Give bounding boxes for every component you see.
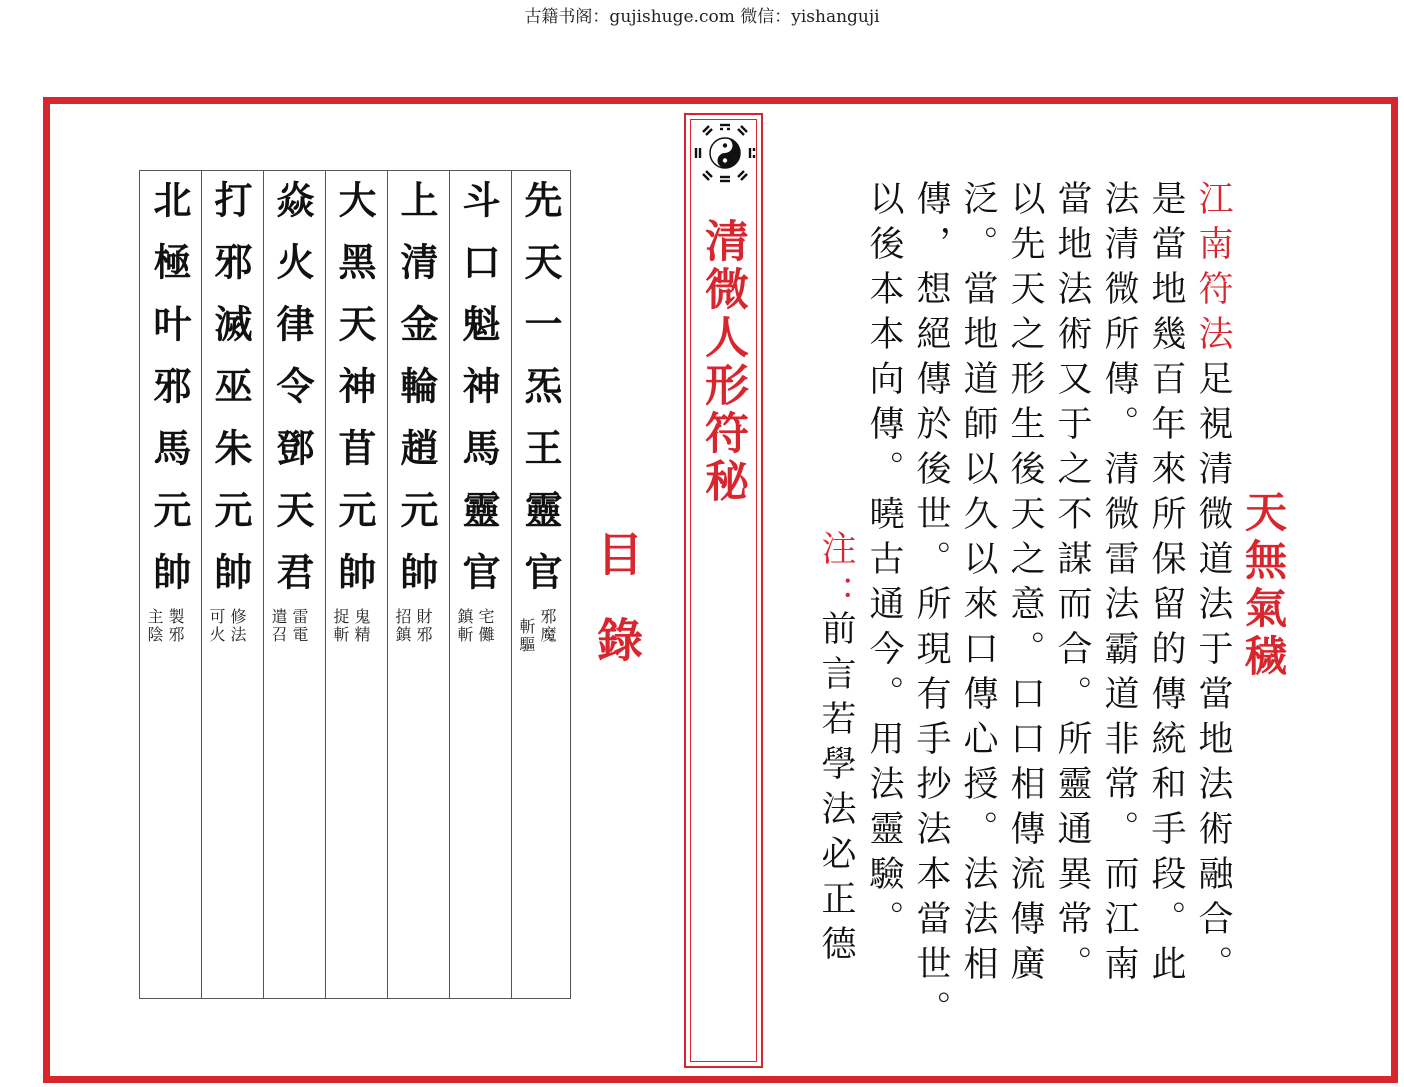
table-divider xyxy=(263,171,264,998)
preface-column: 當地法術又于之不謀而合。所靈通異常。 xyxy=(1052,180,1092,990)
toc-entry-title: 打邪滅巫朱元帥 xyxy=(208,180,253,614)
toc-entry-note: 製邪 xyxy=(166,608,185,644)
bagua-icon xyxy=(693,120,757,186)
toc-entry-note: 財邪 xyxy=(414,608,433,644)
toc-entry-title: 北極叶邪馬元帥 xyxy=(147,180,192,614)
toc-entry-title: 斗口魁神馬靈官 xyxy=(456,180,501,614)
toc-entry-note: 斬驅 xyxy=(517,618,536,654)
toc-entry-title: 大黑天神苜元帥 xyxy=(332,180,377,614)
note-text: 前言若學法必正德 xyxy=(816,610,856,970)
toc-heading: 目錄 xyxy=(590,530,644,702)
toc-entry-note: 雷電 xyxy=(290,608,309,644)
toc-entry-note: 遣召 xyxy=(269,608,288,644)
preface-text: 足視清微道法于當地法術融合。 xyxy=(1193,360,1233,990)
preface-column: 傳，想絕傳於後世。所現有手抄法本當世。 xyxy=(911,180,951,1035)
toc-entry-note: 鬼精 xyxy=(352,608,371,644)
preface-column: 法清微所傳。清微雷法霸道非常。而江南 xyxy=(1099,180,1139,990)
watermark: 古籍书阁：gujishuge.com 微信：yishanguji xyxy=(524,7,880,27)
table-divider xyxy=(449,171,450,998)
preface-column: 是當地幾百年來所保留的傳統和手段。此 xyxy=(1146,180,1186,990)
table-divider xyxy=(325,171,326,998)
note-label: 注： xyxy=(816,530,856,620)
preface-title: 江南符法 xyxy=(1193,180,1233,360)
seal: 天無氣穢 xyxy=(1239,490,1288,682)
table-divider xyxy=(387,171,388,998)
toc-entry-note: 宅儺 xyxy=(476,608,495,644)
table-divider xyxy=(511,171,512,998)
toc-entry-note: 修法 xyxy=(228,608,247,644)
toc-entry-title: 上清金輪趙元帥 xyxy=(394,180,439,614)
toc-entry-title: 先天一炁王靈官 xyxy=(518,180,563,614)
preface-column: 泛。當地道師以久以來口傳心授。法法相 xyxy=(958,180,998,990)
preface-column: 以後本本向傳。曉古通今。用法靈驗。 xyxy=(864,180,904,945)
preface-column: 以先天之形生後天之意。口口相傳流傳廣 xyxy=(1005,180,1045,990)
book-title: 清微人形符秘 xyxy=(697,218,748,506)
toc-entry-note: 鎮斬 xyxy=(455,608,474,644)
table-divider xyxy=(201,171,202,998)
toc-entry-note: 捉斬 xyxy=(331,608,350,644)
preface-column xyxy=(1193,180,1233,990)
toc-entry-note: 招鎮 xyxy=(393,608,412,644)
toc-entry-note: 邪魔 xyxy=(538,608,557,644)
toc-entry-note: 可火 xyxy=(207,608,226,644)
toc-entry-note: 主陰 xyxy=(145,608,164,644)
toc-entry-title: 焱火律令鄧天君 xyxy=(270,180,315,614)
